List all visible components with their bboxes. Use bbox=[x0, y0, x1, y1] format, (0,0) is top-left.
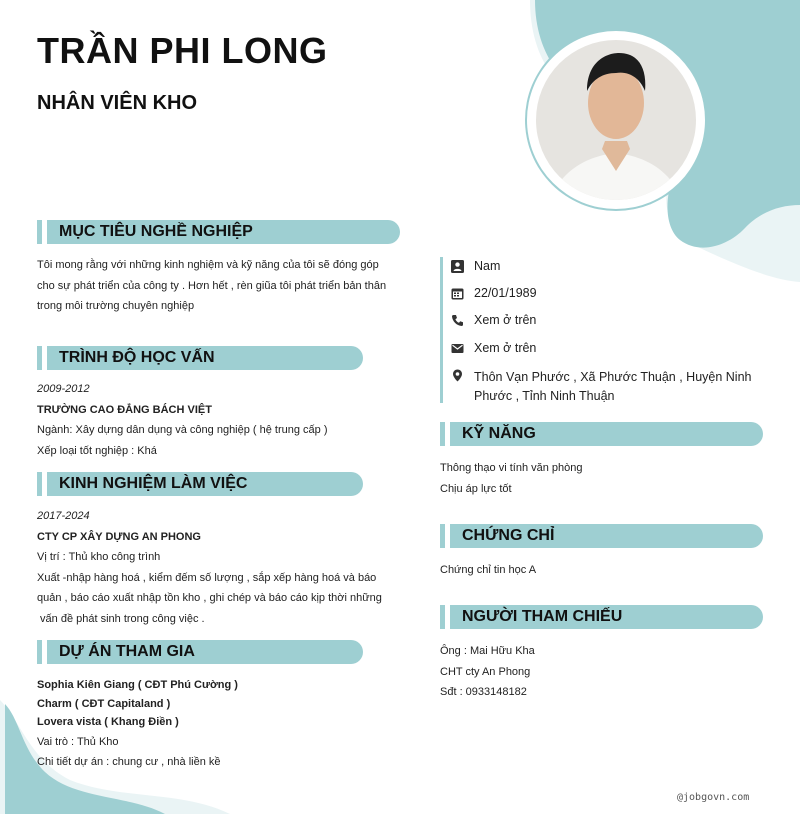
skills-text bbox=[440, 458, 770, 499]
section-skills bbox=[440, 422, 763, 446]
certificate-item: Chứng chỉ tin học A bbox=[440, 564, 537, 576]
avatar bbox=[527, 31, 705, 209]
reference-item: Ông : Mai Hữu Kha bbox=[440, 645, 535, 657]
section-certificates bbox=[440, 524, 763, 548]
project-role: Vai trò : Thủ Kho bbox=[37, 735, 119, 748]
watermark: @jobgovn.com bbox=[677, 792, 750, 803]
section-experience bbox=[37, 472, 363, 496]
objective-line: Tôi mong rằng với những kinh nghiệm và kỹ năng của tôi sẽ đóng góp bbox=[37, 259, 379, 271]
section-heading: KINH NGHIỆM LÀM VIỆC bbox=[59, 475, 248, 492]
experience-text bbox=[37, 506, 400, 629]
calendar-icon bbox=[451, 287, 464, 300]
project-item: Charm ( CĐT Capitaland ) bbox=[37, 697, 171, 710]
reference-item: Sđt : 0933148182 bbox=[440, 686, 527, 698]
experience-desc-line: Xuất -nhập hàng hoá , kiểm đếm số lượng , sắp xếp hàng hoá và báo bbox=[37, 571, 377, 584]
info-divider bbox=[440, 257, 443, 403]
reference-item: CHT cty An Phong bbox=[440, 665, 531, 678]
section-heading: MỤC TIÊU NGHỀ NGHIỆP bbox=[59, 223, 253, 240]
objective-line: cho sự phát triển của công ty . Hơn hết , rèn giũa tôi phát triển bản thân bbox=[37, 279, 387, 292]
section-projects bbox=[37, 640, 363, 664]
section-education bbox=[37, 346, 363, 370]
experience-desc-line: quản , báo cáo xuất nhập tồn kho , ghi chép và báo cáo kịp thời những bbox=[37, 592, 382, 604]
experience-desc-line: vấn đề phát sinh trong công việc . bbox=[37, 612, 205, 625]
info-phone bbox=[451, 313, 536, 327]
info-dob bbox=[451, 286, 537, 300]
education-period: 2009-2012 bbox=[37, 383, 90, 395]
info-address bbox=[451, 368, 752, 405]
experience-period: 2017-2024 bbox=[37, 510, 90, 522]
address-line: Phước , Tỉnh Ninh Thuận bbox=[474, 388, 615, 403]
objective-text bbox=[37, 255, 407, 317]
certificates-text bbox=[440, 560, 770, 581]
section-objective bbox=[37, 220, 400, 244]
section-heading: KỸ NĂNG bbox=[462, 425, 536, 442]
address-line: Thôn Vạn Phước , Xã Phước Thuận , Huyện Ninh bbox=[474, 370, 752, 384]
avatar-photo bbox=[527, 31, 705, 209]
education-major: Ngành: Xây dựng dân dụng và công nghiệp ( hệ trung cấp ) bbox=[37, 424, 328, 436]
project-item: Lovera vista ( Khang Điền ) bbox=[37, 716, 179, 728]
references-text bbox=[440, 641, 770, 703]
education-school: TRƯỜNG CAO ĐẲNG BÁCH VIỆT bbox=[37, 403, 212, 416]
experience-company: CTY CP XÂY DỰNG AN PHONG bbox=[37, 530, 201, 543]
objective-line: trong môi trường chuyên nghiệp bbox=[37, 300, 195, 312]
dob-value: 22/01/1989 bbox=[474, 286, 537, 300]
experience-position: Vị trí : Thủ kho công trình bbox=[37, 551, 161, 563]
phone-icon bbox=[451, 314, 464, 327]
education-grade: Xếp loại tốt nghiệp : Khá bbox=[37, 444, 157, 457]
person-icon bbox=[451, 260, 464, 273]
job-title: NHÂN VIÊN KHO bbox=[37, 92, 198, 114]
email-value: Xem ở trên bbox=[474, 341, 537, 355]
candidate-name: TRẦN PHI LONG bbox=[37, 30, 328, 71]
section-references bbox=[440, 605, 763, 629]
gender-value: Nam bbox=[474, 259, 501, 273]
info-gender bbox=[451, 259, 500, 273]
info-email bbox=[451, 341, 536, 355]
project-item: Sophia Kiên Giang ( CĐT Phú Cường ) bbox=[37, 679, 238, 691]
section-heading: NGƯỜI THAM CHIẾU bbox=[462, 608, 623, 625]
project-detail: Chi tiết dự án : chung cư , nhà liền kề bbox=[37, 756, 221, 768]
section-heading: TRÌNH ĐỘ HỌC VẤN bbox=[59, 349, 215, 366]
education-text bbox=[37, 379, 407, 461]
section-heading: DỰ ÁN THAM GIA bbox=[59, 643, 195, 660]
projects-text bbox=[37, 676, 400, 772]
mail-icon bbox=[451, 342, 464, 355]
skill-item: Chịu áp lực tốt bbox=[440, 482, 512, 495]
location-icon bbox=[451, 369, 464, 382]
skill-item: Thông thạo vi tính văn phòng bbox=[440, 462, 583, 474]
phone-value: Xem ở trên bbox=[474, 313, 537, 327]
section-heading: CHỨNG CHỈ bbox=[462, 527, 555, 544]
